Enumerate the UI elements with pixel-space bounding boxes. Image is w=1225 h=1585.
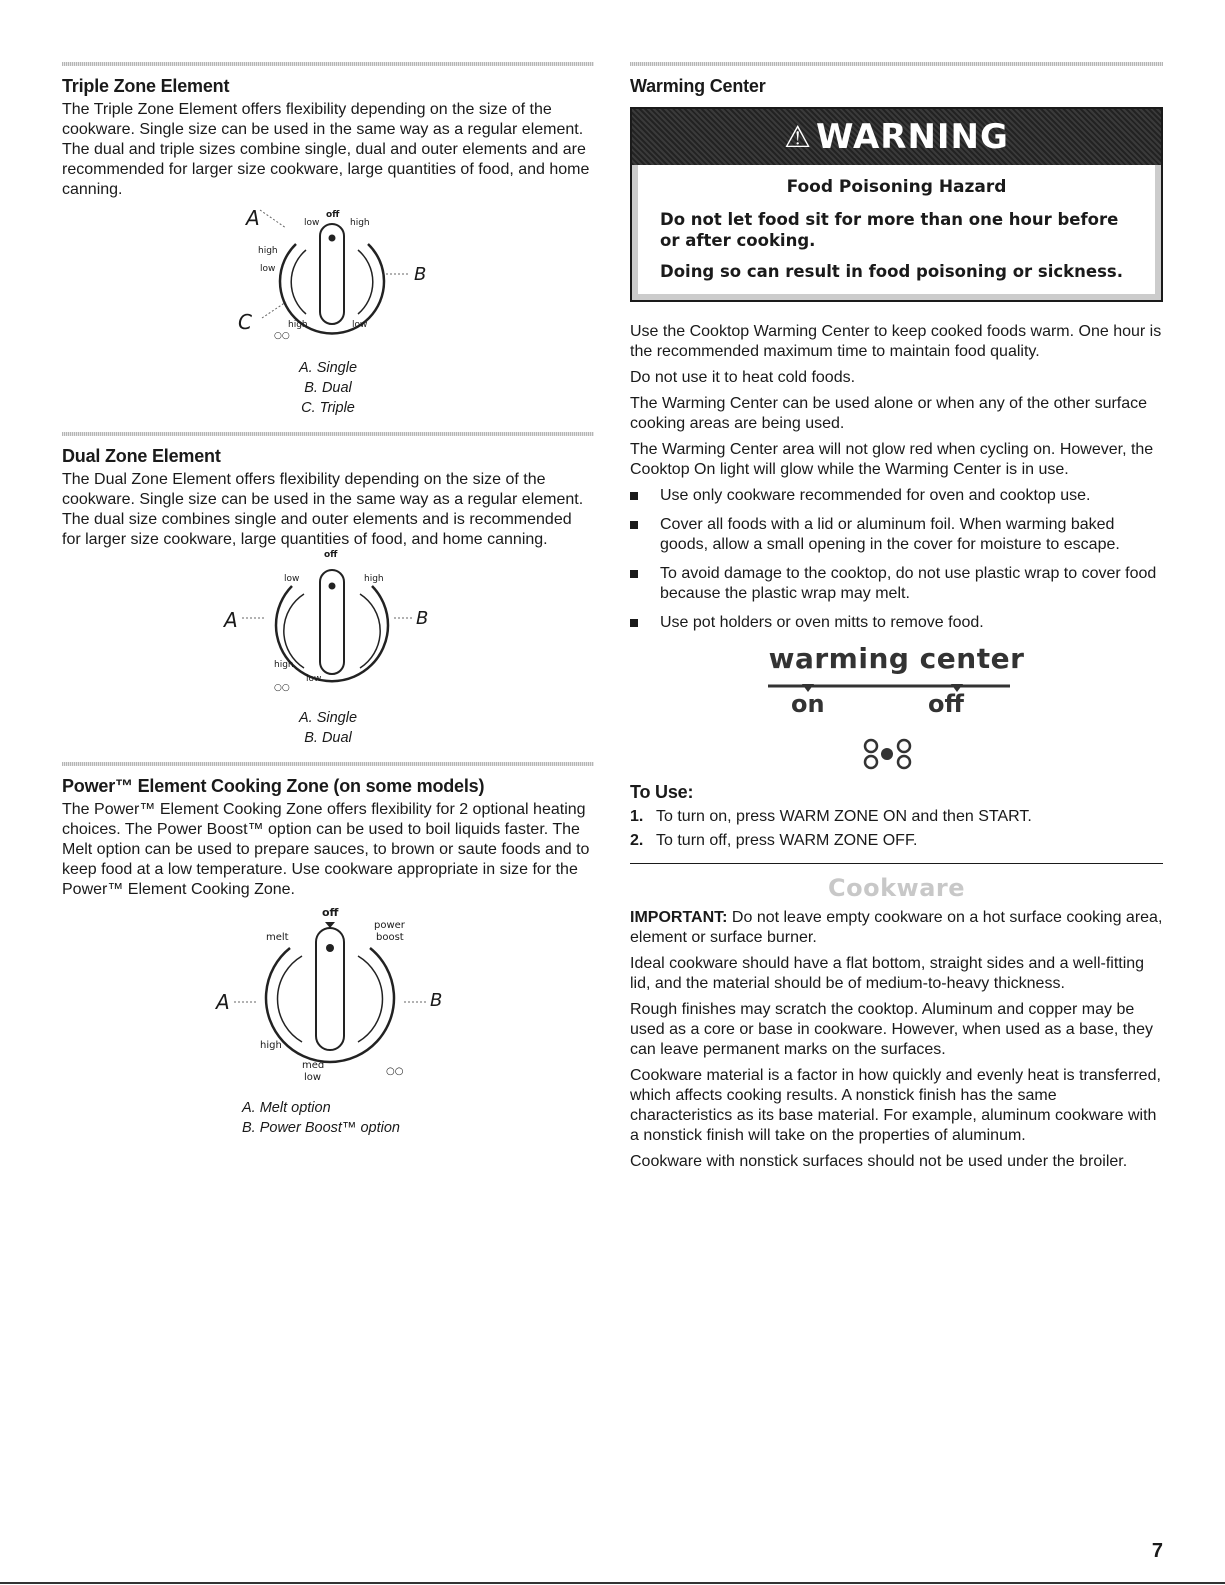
section-rule	[62, 62, 594, 66]
label-a: A	[246, 206, 260, 230]
label-a: A	[216, 990, 230, 1014]
section-rule	[62, 762, 594, 766]
warning-hazard: Food Poisoning Hazard	[786, 177, 1007, 197]
triple-zone-body: The Triple Zone Element offers flexibility depending on the size of the cookware. Single size can be used in the same way as a regular element. The dual and triple sizes combine single, dual and outer elements and are recommended for larger size cookware, large quantities of food, and home canning.	[62, 101, 590, 198]
cookware-paragraph-2: Rough finishes may scratch the cooktop. Aluminum and copper may be used as a core or base in cookware. However, when used as a base, they can leave permanent marks on the surfaces.	[630, 1001, 1153, 1058]
page-bottom-rule	[0, 1582, 1225, 1584]
left-column	[62, 62, 594, 1146]
list-item: Use only cookware recommended for oven and cooktop use.	[630, 486, 1163, 506]
dual-zone-knob-diagram	[218, 556, 438, 706]
to-use-heading: To Use:	[630, 782, 694, 802]
warning-box	[630, 107, 1163, 302]
warming-paragraph-3: The Warming Center can be used alone or when any of the other surface cooking areas are being used.	[630, 395, 1148, 432]
to-use-steps	[630, 807, 1163, 851]
label-low: low	[284, 574, 300, 584]
warning-banner	[632, 109, 1161, 165]
section-divider	[630, 863, 1163, 864]
cookware-important: IMPORTANT: Do not leave empty cookware on a hot surface cooking area, element or surface burner.	[630, 909, 1163, 946]
list-item: 1. To turn on, press WARM ZONE ON and then START.	[630, 808, 1032, 825]
label-high-bottom: high	[288, 320, 308, 330]
warning-banner-text: WARNING	[815, 117, 1009, 157]
label-melt: melt	[266, 932, 289, 943]
bullet-square-icon	[630, 570, 638, 578]
warming-center-heading: Warming Center	[630, 76, 766, 96]
warming-paragraph-4: The Warming Center area will not glow red when cycling on. However, the Cooktop On light will glow while the Warming Center is in use.	[630, 441, 1154, 478]
triple-zone-heading: Triple Zone Element	[62, 76, 230, 96]
label-low: low	[304, 218, 320, 228]
label-high-bottom: high	[274, 660, 294, 670]
dual-zone-heading: Dual Zone Element	[62, 446, 221, 466]
dual-zone-body: The Dual Zone Element offers flexibility depending on the size of the cookware. Single size can be used in the same way as a regular element. The dual size combines single and outer elements and is recommended for larger size cookware, large quantities of food, and home canning.	[62, 471, 584, 548]
label-high: high	[364, 574, 384, 584]
warning-triangle-icon: ⚠	[784, 119, 812, 155]
caption-c: C. Triple	[301, 400, 355, 416]
label-a: A	[224, 608, 238, 632]
label-c: C	[238, 310, 252, 334]
label-low-bottom: low	[306, 674, 322, 684]
label-power: power	[374, 920, 405, 931]
dual-zone-captions	[62, 708, 594, 748]
warming-center-label: warming center	[768, 642, 1025, 675]
dual-zone-knob-figure	[218, 550, 438, 706]
list-item: Cover all foods with a lid or aluminum foil. When warming baked goods, allow a small opening in the cover for moisture to escape.	[630, 515, 1163, 555]
svg-text:○○: ○○	[274, 331, 290, 341]
list-item: To avoid damage to the cooktop, do not use plastic wrap to cover food because the plastic wrap may melt.	[630, 564, 1163, 604]
section-rule	[62, 432, 594, 436]
page-number: 7	[1151, 1540, 1163, 1562]
warning-line-1: Do not let food sit for more than one hour before or after cooking.	[660, 210, 1119, 250]
warning-line-2: Doing so can result in food poisoning or sickness.	[660, 262, 1123, 281]
label-low-bottom: low	[352, 320, 368, 330]
power-zone-knob-diagram	[198, 906, 458, 1096]
svg-text:○○: ○○	[386, 1066, 404, 1077]
bullet-square-icon	[630, 492, 638, 500]
label-off: off	[326, 210, 340, 220]
cookware-paragraph-1: Ideal cookware should have a flat bottom, straight sides and a well-fitting lid, and the material should be of medium-to-heavy thickness.	[630, 955, 1145, 992]
cookware-paragraph-3: Cookware material is a factor in how quickly and evenly heat is transferred, which affects cooking results. A nonstick finish has the same characteristics as its base material. For example, aluminum cookware with a nonstick finish will take on the properties of aluminum.	[630, 1067, 1161, 1144]
list-item: 2. To turn off, press WARM ZONE OFF.	[630, 832, 918, 849]
label-low-left: low	[260, 264, 276, 274]
label-boost: boost	[376, 932, 404, 943]
label-high: high	[260, 1040, 282, 1051]
warming-center-on-label: on	[791, 690, 825, 718]
caption-a: A. Melt option	[242, 1100, 331, 1116]
power-zone-captions	[62, 1098, 594, 1138]
warming-bullet-list	[630, 486, 1163, 633]
warming-center-off-label: off	[928, 690, 964, 718]
triple-zone-knob-figure	[218, 206, 438, 356]
power-zone-body: The Power™ Element Cooking Zone offers flexibility for 2 optional heating choices. The Power Boost™ option can be used to boil liquids faster. The Melt option can be used to prepare sauces, to brown or saute foods and to keep food at a low temperature. Use cookware appropriate in size for the Power™ Element Cooking Zone.	[62, 801, 590, 898]
warning-body	[632, 165, 1161, 300]
cookware-paragraph-4: Cookware with nonstick surfaces should not be used under the broiler.	[630, 1153, 1128, 1170]
bullet-square-icon	[630, 521, 638, 529]
warming-center-indicator-lines	[630, 642, 1163, 772]
caption-b: B. Dual	[304, 380, 352, 396]
section-rule	[630, 62, 1163, 66]
caption-b: B. Power Boost™ option	[242, 1120, 400, 1136]
power-zone-knob-figure	[198, 906, 458, 1096]
label-high: high	[350, 218, 370, 228]
label-med: med	[302, 1060, 325, 1071]
warming-paragraph-1: Use the Cooktop Warming Center to keep cooked foods warm. One hour is the recommended maximum time to maintain food quality.	[630, 323, 1162, 360]
caption-b: B. Dual	[304, 730, 352, 746]
warming-center-control-graphic	[630, 642, 1163, 772]
label-low: low	[304, 1072, 322, 1083]
cookware-heading: Cookware	[827, 874, 966, 902]
svg-text:○○: ○○	[274, 683, 290, 693]
label-b: B	[414, 264, 427, 285]
list-item: Use pot holders or oven mitts to remove food.	[630, 613, 1163, 633]
bullet-square-icon	[630, 619, 638, 627]
caption-a: A. Single	[298, 710, 358, 726]
caption-a: A. Single	[298, 360, 358, 376]
warming-paragraph-2: Do not use it to heat cold foods.	[630, 369, 856, 386]
label-b: B	[416, 608, 429, 629]
triple-zone-captions	[62, 358, 594, 418]
power-zone-heading: Power™ Element Cooking Zone (on some models)	[62, 776, 485, 796]
label-b: B	[430, 990, 443, 1011]
label-off: off	[324, 550, 338, 560]
label-high-left: high	[258, 246, 278, 256]
right-column	[630, 62, 1163, 1178]
label-off: off	[322, 906, 339, 919]
